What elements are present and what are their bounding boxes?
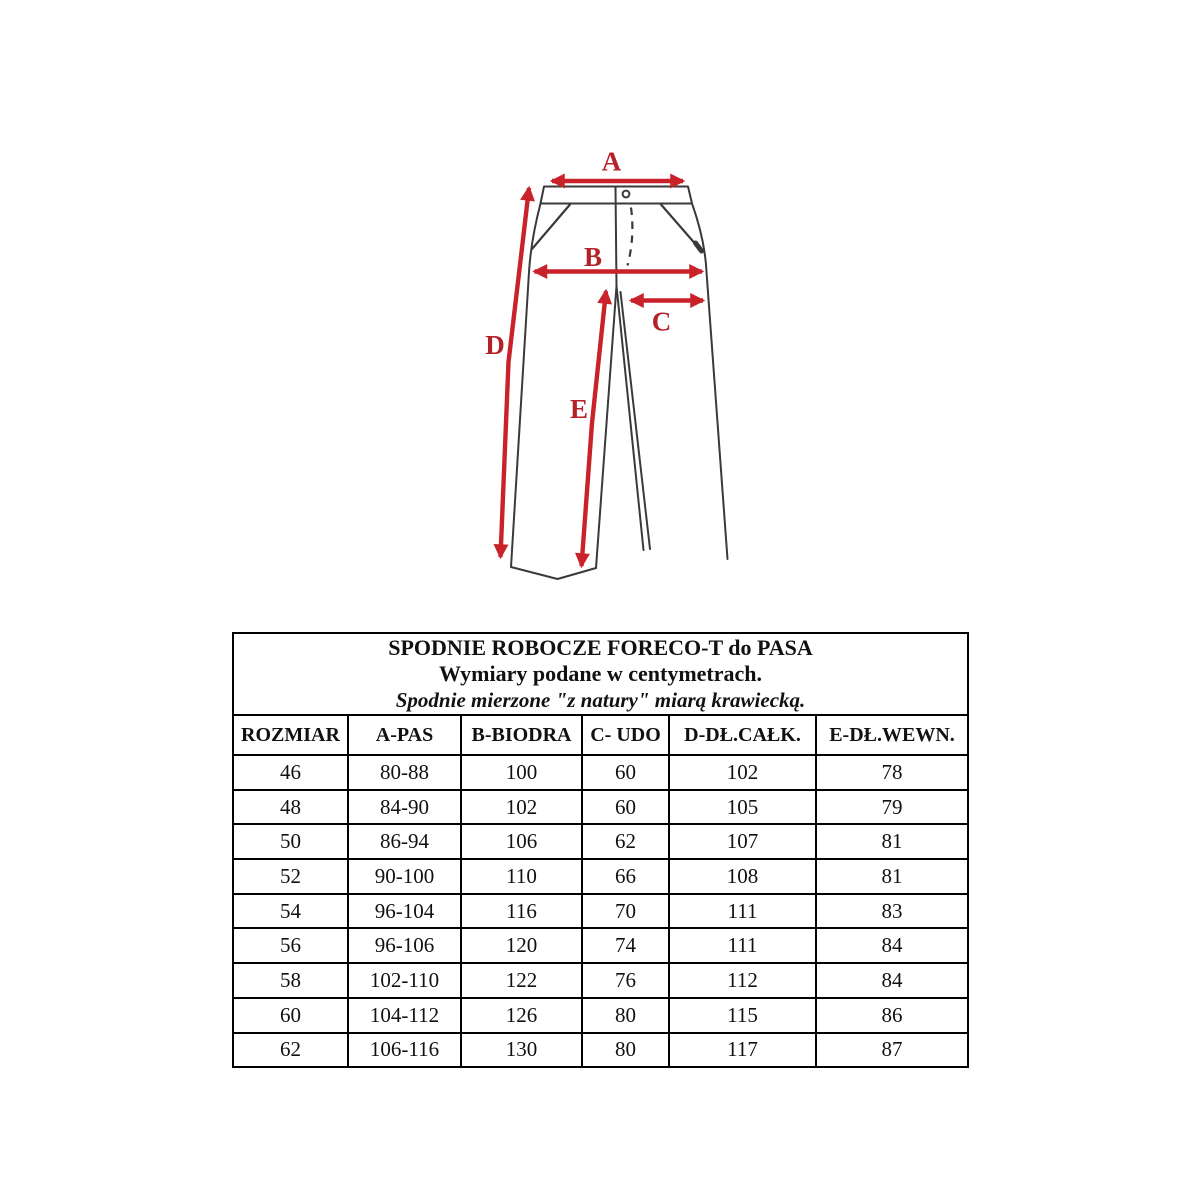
dimension-label-e: E bbox=[569, 394, 589, 424]
table-title-cell bbox=[233, 633, 968, 715]
table-row bbox=[233, 790, 968, 825]
table-cell: 102 bbox=[461, 790, 582, 825]
size-table-body bbox=[233, 755, 968, 1067]
table-cell: 96-106 bbox=[348, 928, 461, 963]
table-cell: 58 bbox=[233, 963, 348, 998]
table-cell: 90-100 bbox=[348, 859, 461, 894]
measurement-arrows bbox=[501, 181, 704, 566]
dimension-label-b: B bbox=[583, 242, 603, 272]
table-note: Spodnie mierzone "z natury" miarą krawiecką. bbox=[395, 688, 806, 712]
table-cell: 60 bbox=[233, 998, 348, 1033]
table-cell: 96-104 bbox=[348, 894, 461, 929]
table-cell: 115 bbox=[669, 998, 816, 1033]
table-cell: 111 bbox=[669, 894, 816, 929]
table-cell: 87 bbox=[816, 1033, 968, 1068]
table-row bbox=[233, 928, 968, 963]
size-table bbox=[232, 632, 969, 1068]
table-cell: 120 bbox=[461, 928, 582, 963]
table-cell: 107 bbox=[669, 824, 816, 859]
right-pocket-corner bbox=[696, 243, 702, 251]
table-cell: 116 bbox=[461, 894, 582, 929]
table-row bbox=[233, 1033, 968, 1068]
table-cell: 78 bbox=[816, 755, 968, 790]
table-cell: 100 bbox=[461, 755, 582, 790]
measurement-arrow-e bbox=[582, 291, 607, 566]
column-header-e-dl-wewn: E-DŁ.WEWN. bbox=[816, 715, 968, 755]
table-cell: 111 bbox=[669, 928, 816, 963]
table-cell: 106-116 bbox=[348, 1033, 461, 1068]
table-cell: 112 bbox=[669, 963, 816, 998]
table-cell: 110 bbox=[461, 859, 582, 894]
table-cell: 86-94 bbox=[348, 824, 461, 859]
table-cell: 60 bbox=[582, 790, 669, 825]
table-cell: 126 bbox=[461, 998, 582, 1033]
table-title: SPODNIE ROBOCZE FORECO-T do PASA bbox=[388, 635, 813, 660]
table-cell: 84-90 bbox=[348, 790, 461, 825]
table-row bbox=[233, 859, 968, 894]
table-cell: 76 bbox=[582, 963, 669, 998]
table-cell: 122 bbox=[461, 963, 582, 998]
column-header-d-dl-calk: D-DŁ.CAŁK. bbox=[669, 715, 816, 755]
table-row bbox=[233, 998, 968, 1033]
table-cell: 83 bbox=[816, 894, 968, 929]
table-cell: 60 bbox=[582, 755, 669, 790]
table-cell: 66 bbox=[582, 859, 669, 894]
dimension-labels bbox=[485, 147, 671, 425]
left-leg-inseam bbox=[596, 286, 617, 568]
table-cell: 56 bbox=[233, 928, 348, 963]
table-cell: 62 bbox=[582, 824, 669, 859]
table-cell: 105 bbox=[669, 790, 816, 825]
trousers-outline bbox=[511, 187, 728, 580]
right-leg-inseam bbox=[617, 286, 644, 550]
table-cell: 80 bbox=[582, 998, 669, 1033]
fly-stitch-line bbox=[628, 208, 633, 266]
right-leg-back-line bbox=[621, 292, 651, 549]
table-row bbox=[233, 894, 968, 929]
table-cell: 81 bbox=[816, 824, 968, 859]
table-cell: 84 bbox=[816, 963, 968, 998]
table-cell: 50 bbox=[233, 824, 348, 859]
table-cell: 106 bbox=[461, 824, 582, 859]
table-row bbox=[233, 755, 968, 790]
table-subtitle: Wymiary podane w centymetrach. bbox=[439, 661, 763, 686]
dimension-label-c: C bbox=[651, 306, 672, 337]
table-cell: 102 bbox=[669, 755, 816, 790]
button-icon bbox=[623, 191, 630, 198]
table-cell: 70 bbox=[582, 894, 669, 929]
table-cell: 84 bbox=[816, 928, 968, 963]
table-row bbox=[233, 963, 968, 998]
table-cell: 79 bbox=[816, 790, 968, 825]
table-cell: 81 bbox=[816, 859, 968, 894]
table-cell: 62 bbox=[233, 1033, 348, 1068]
table-cell: 46 bbox=[233, 755, 348, 790]
column-header-a-pas: A-PAS bbox=[348, 715, 461, 755]
right-side-seam bbox=[692, 204, 728, 560]
table-cell: 102-110 bbox=[348, 963, 461, 998]
left-leg-hem bbox=[511, 567, 596, 579]
table-row bbox=[233, 824, 968, 859]
table-cell: 74 bbox=[582, 928, 669, 963]
table-cell: 108 bbox=[669, 859, 816, 894]
table-cell: 130 bbox=[461, 1033, 582, 1068]
table-cell: 48 bbox=[233, 790, 348, 825]
column-header-rozmiar: ROZMIAR bbox=[233, 715, 348, 755]
dimension-label-a: A bbox=[601, 146, 622, 177]
column-header-b-biodra: B-BIODRA bbox=[461, 715, 582, 755]
table-cell: 117 bbox=[669, 1033, 816, 1068]
left-side-seam bbox=[511, 204, 541, 568]
table-header-row bbox=[233, 715, 968, 755]
table-cell: 104-112 bbox=[348, 998, 461, 1033]
table-title-row bbox=[233, 633, 968, 715]
dimension-label-d: D bbox=[485, 330, 505, 360]
table-cell: 86 bbox=[816, 998, 968, 1033]
table-cell: 54 bbox=[233, 894, 348, 929]
table-cell: 80 bbox=[582, 1033, 669, 1068]
table-cell: 80-88 bbox=[348, 755, 461, 790]
table-cell: 52 bbox=[233, 859, 348, 894]
column-header-c-udo: C- UDO bbox=[582, 715, 669, 755]
